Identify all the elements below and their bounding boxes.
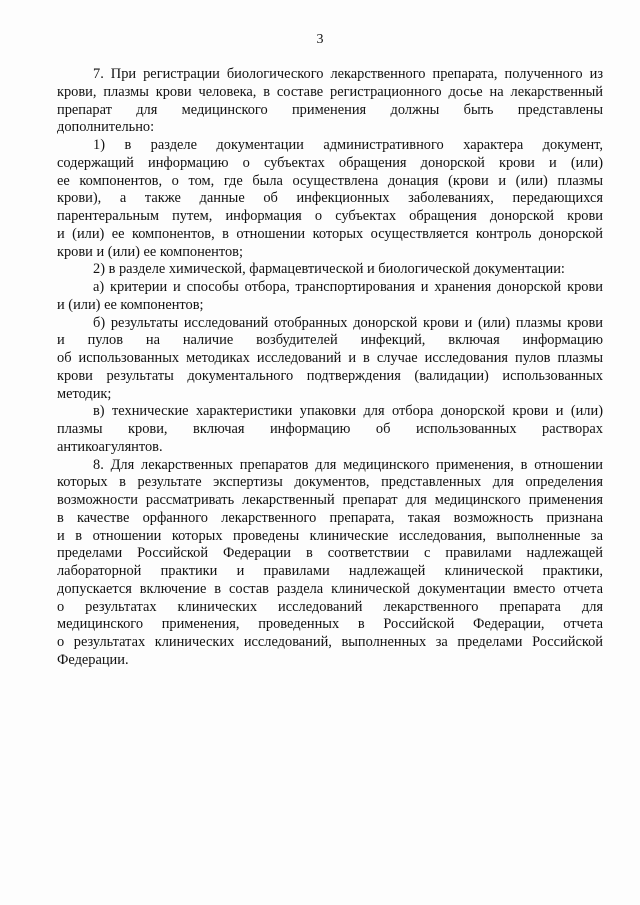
text-line: допускается включение в состав раздела клинической документации вместо отчета bbox=[57, 580, 603, 597]
text-line: 1) в разделе документации административного характера документ, bbox=[93, 137, 603, 153]
text-line: в качестве орфанного лекарственного препарата, такая возможность признана bbox=[57, 509, 603, 526]
document-body bbox=[57, 66, 603, 670]
text-line: крови), а также данные об инфекционных заболеваниях, передающихся bbox=[57, 190, 603, 207]
text-line: медицинского применения, проведенных в Российской Федерации, отчета bbox=[57, 616, 603, 633]
text-line: и в отношении которых проведены клинические исследования, выполненные за bbox=[57, 527, 603, 544]
text-line: которых в результате экспертизы документов, представленных для определения bbox=[57, 474, 603, 491]
paragraph-7-item-2c bbox=[57, 403, 603, 456]
text-line: Федерации. bbox=[57, 651, 129, 668]
text-line: возможности рассматривать лекарственный препарат для медицинского применения bbox=[57, 492, 603, 508]
paragraph-7-item-2 bbox=[57, 261, 603, 279]
text-line: а) критерии и способы отбора, транспортирования и хранения донорской крови bbox=[93, 279, 603, 295]
text-line: крови и (или) ее компонентов; bbox=[57, 243, 243, 260]
paragraph-7-item-2a bbox=[57, 279, 603, 315]
text-line: 8. Для лекарственных препаратов для медицинского применения, в отношении bbox=[93, 456, 603, 473]
text-line: и (или) ее компонентов; bbox=[57, 296, 204, 313]
text-line: методик; bbox=[57, 385, 112, 402]
text-line: крови результаты документального подтверждения (валидации) использованных bbox=[57, 367, 603, 384]
text-line: б) результаты исследований отобранных донорской крови и (или) плазмы крови bbox=[93, 314, 603, 331]
text-line: 2) в разделе химической, фармацевтической и биологической документации: bbox=[93, 261, 565, 278]
text-line: в) технические характеристики упаковки для отбора донорской крови и (или) bbox=[93, 403, 603, 420]
text-line: содержащий информацию о субъектах обращения донорской крови и (или) bbox=[57, 154, 603, 171]
paragraph-7-item-2b bbox=[57, 315, 603, 404]
text-line: плазмы крови, включая информацию об использованных растворах bbox=[57, 421, 603, 437]
text-line: о результатах клинических исследований лекарственного препарата для bbox=[57, 598, 603, 615]
text-line: о результатах клинических исследований, выполненных за пределами Российской bbox=[57, 634, 603, 650]
text-line: пределами Российской Федерации в соответствии с правилами надлежащей bbox=[57, 545, 603, 562]
text-line: и (или) ее компонентов, в отношении которых осуществляется контроль донорской bbox=[57, 225, 603, 242]
text-line: парентеральным путем, информация о субъектах обращения донорской крови bbox=[57, 208, 603, 224]
text-line: лабораторной практики и правилами надлежащей клинической практики, bbox=[57, 563, 603, 579]
text-line: об использованных методиках исследований и в случае исследования пулов плазмы bbox=[57, 350, 603, 366]
paragraph-7 bbox=[57, 66, 603, 137]
text-line: препарат для медицинского применения должны быть представлены bbox=[57, 101, 603, 118]
text-line: крови, плазмы крови человека, в составе регистрационного досье на лекарственный bbox=[57, 83, 603, 100]
text-line: 7. При регистрации биологического лекарственного препарата, полученного из bbox=[93, 66, 603, 82]
text-line: антикоагулянтов. bbox=[57, 438, 163, 455]
page-number: 3 bbox=[316, 32, 324, 47]
text-line: дополнительно: bbox=[57, 119, 155, 136]
text-line: и пулов на наличие возбудителей инфекций, включая информацию bbox=[57, 332, 603, 349]
paragraph-7-item-1 bbox=[57, 137, 603, 261]
text-line: ее компонентов, о том, где была осуществлена донация (крови и (или) плазмы bbox=[57, 172, 603, 189]
paragraph-8 bbox=[57, 457, 603, 670]
